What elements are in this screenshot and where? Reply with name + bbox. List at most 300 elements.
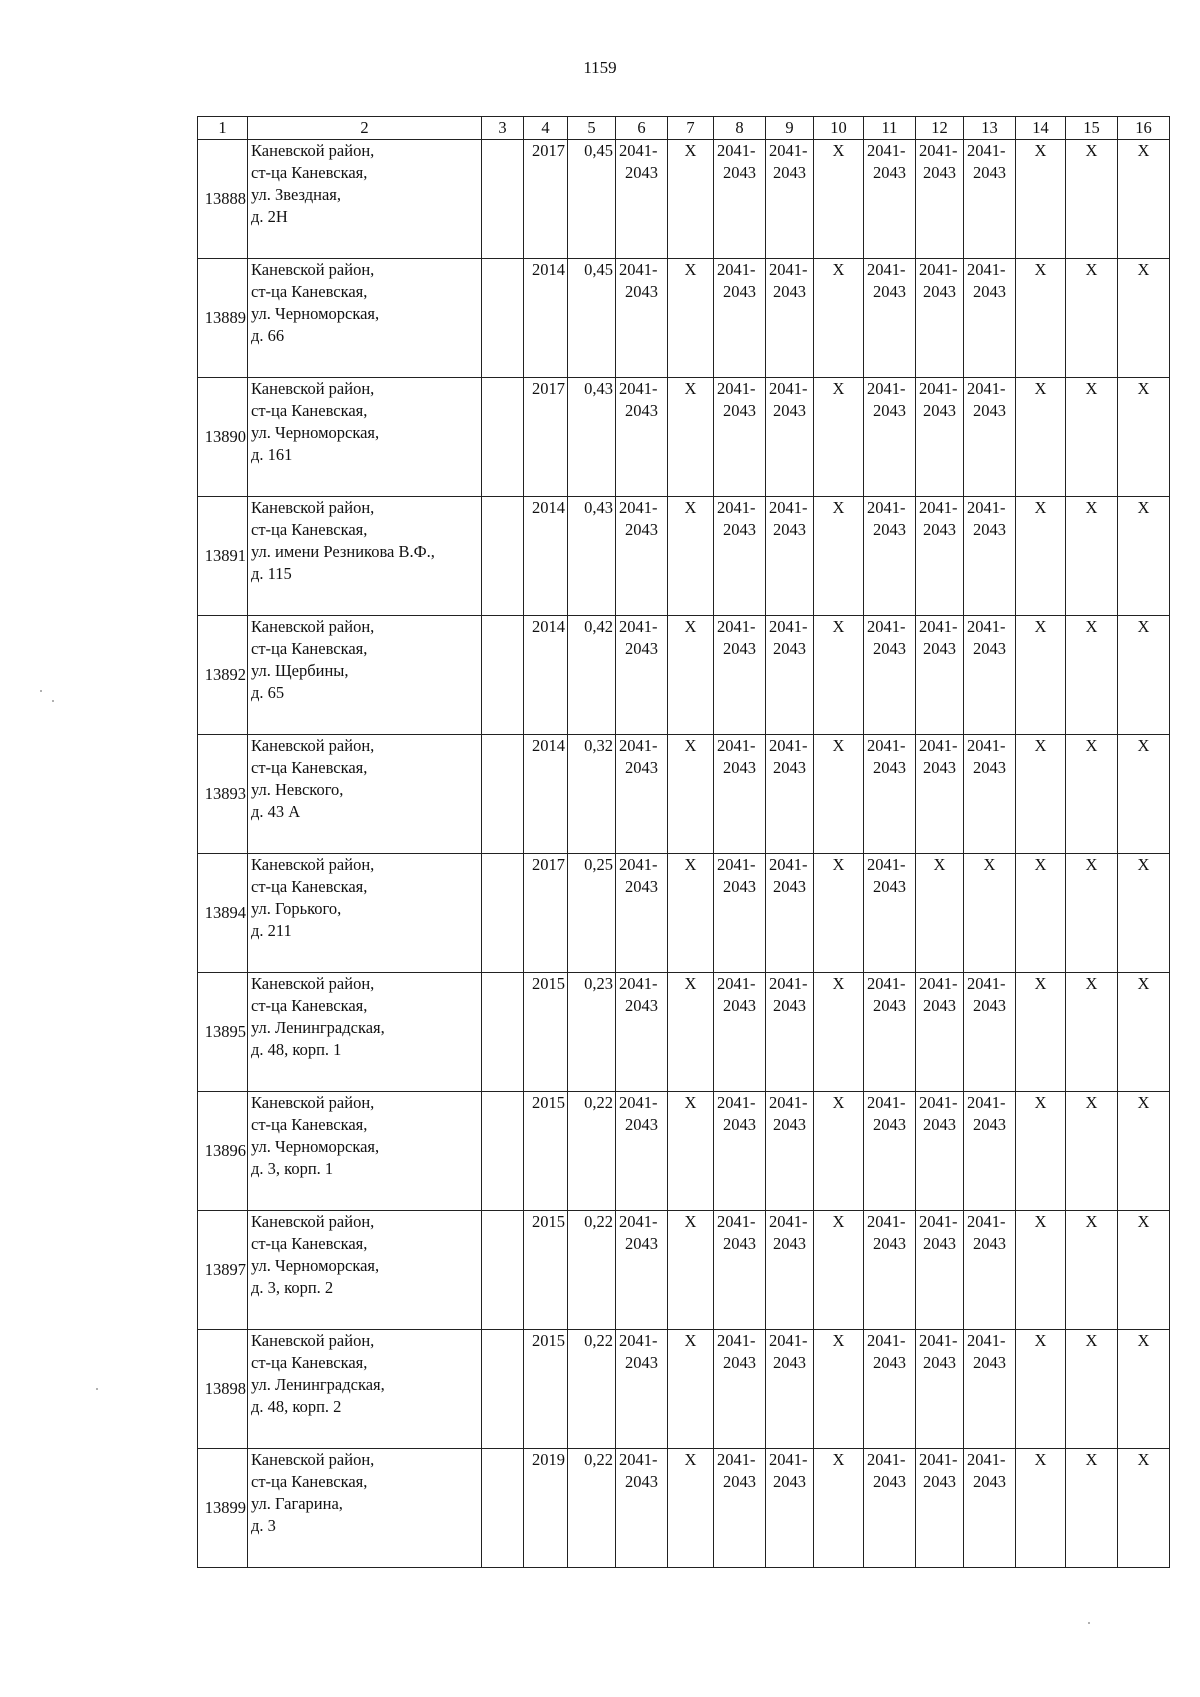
period-line: 2041- <box>919 498 958 517</box>
column-header-2: 2 <box>248 117 482 140</box>
mark-cell-col-10: X <box>814 1449 864 1568</box>
mark-cell-col-15: X <box>1066 497 1118 616</box>
period-line: 2043 <box>973 1472 1006 1491</box>
period-line: 2041- <box>769 498 808 517</box>
address-line: д. 3, корп. 1 <box>251 1159 334 1178</box>
mark-cell-col-16: X <box>1118 1330 1170 1449</box>
period-line: 2043 <box>723 639 756 658</box>
value-cell: 0,22 <box>568 1211 616 1330</box>
period-line: 2041- <box>867 141 906 160</box>
address-line: ул. Звездная, <box>251 185 341 204</box>
mark-cell-col-10: X <box>814 259 864 378</box>
mark-cell-col-14: X <box>1016 735 1066 854</box>
period-line: 2041- <box>717 974 756 993</box>
period-line: 2043 <box>625 282 658 301</box>
period-line: 2041- <box>769 1212 808 1231</box>
period-line: 2043 <box>873 1234 906 1253</box>
address-cell <box>248 735 482 854</box>
col-3-cell <box>482 1449 524 1568</box>
mark-cell-col-16: X <box>1118 497 1170 616</box>
period-line: 2041- <box>919 379 958 398</box>
row-id: 13888 <box>198 140 248 259</box>
column-header-13: 13 <box>964 117 1016 140</box>
address-line: д. 43 А <box>251 802 301 821</box>
period-line: 2043 <box>773 520 806 539</box>
address-cell <box>248 973 482 1092</box>
period-line: 2043 <box>873 1472 906 1491</box>
mark-cell-col-10: X <box>814 497 864 616</box>
period-cell-col-6 <box>616 616 668 735</box>
address-line: Каневской район, <box>251 617 375 636</box>
period-line: 2041- <box>919 1331 958 1350</box>
period-line: 2043 <box>773 1353 806 1372</box>
period-line: 2041- <box>919 617 958 636</box>
period-line: 2041- <box>967 1331 1006 1350</box>
period-line: 2043 <box>973 401 1006 420</box>
address-line: ул. Горького, <box>251 899 342 918</box>
period-line: 2041- <box>619 1212 658 1231</box>
row-id: 13897 <box>198 1211 248 1330</box>
mark-cell-col-7: X <box>668 259 714 378</box>
row-id: 13890 <box>198 378 248 497</box>
year-cell: 2019 <box>524 1449 568 1568</box>
address-line: Каневской район, <box>251 855 375 874</box>
mark-cell-col-14: X <box>1016 259 1066 378</box>
period-cell-col-9 <box>766 259 814 378</box>
period-cell-col-8 <box>714 1449 766 1568</box>
page-number: 1159 <box>583 58 617 77</box>
scan-speck <box>96 1388 98 1390</box>
mark-cell-col-15: X <box>1066 1449 1118 1568</box>
period-cell-col-9 <box>766 973 814 1092</box>
period-line: 2043 <box>723 758 756 777</box>
address-cell <box>248 1449 482 1568</box>
period-line: 2043 <box>873 877 906 896</box>
period-line: 2043 <box>923 1234 956 1253</box>
period-cell-col-12 <box>916 1092 964 1211</box>
period-cell-col-11 <box>864 1449 916 1568</box>
period-cell-col-8 <box>714 616 766 735</box>
period-cell-col-6 <box>616 735 668 854</box>
mark-cell-col-14: X <box>1016 1092 1066 1211</box>
period-cell-col-9 <box>766 1449 814 1568</box>
period-cell-col-11 <box>864 973 916 1092</box>
period-line: 2041- <box>619 617 658 636</box>
period-cell-col-13 <box>964 378 1016 497</box>
period-cell-col-13 <box>964 259 1016 378</box>
address-line: ул. Щербины, <box>251 661 349 680</box>
period-cell-col-9 <box>766 854 814 973</box>
column-header-6: 6 <box>616 117 668 140</box>
period-line: 2043 <box>625 758 658 777</box>
period-cell-col-9 <box>766 140 814 259</box>
col-3-cell <box>482 1211 524 1330</box>
col-3-cell <box>482 616 524 735</box>
year-cell: 2015 <box>524 1211 568 1330</box>
address-line: ст-ца Каневская, <box>251 1353 368 1372</box>
period-cell-col-11 <box>864 1330 916 1449</box>
period-cell-col-8 <box>714 1330 766 1449</box>
period-cell-col-8 <box>714 735 766 854</box>
period-line: 2043 <box>923 1115 956 1134</box>
address-line: ул. Черноморская, <box>251 1256 380 1275</box>
mark-cell-col-10: X <box>814 854 864 973</box>
mark-cell-col-10: X <box>814 1092 864 1211</box>
mark-cell-col-7: X <box>668 497 714 616</box>
period-line: 2041- <box>619 379 658 398</box>
row-id: 13892 <box>198 616 248 735</box>
period-line: 2043 <box>625 639 658 658</box>
period-line: 2043 <box>923 1472 956 1491</box>
period-cell-col-6 <box>616 1449 668 1568</box>
mark-cell-col-12: X <box>916 854 964 973</box>
period-line: 2041- <box>867 1331 906 1350</box>
year-cell: 2014 <box>524 735 568 854</box>
column-number-header-row <box>198 117 1170 140</box>
period-cell-col-9 <box>766 1330 814 1449</box>
address-line: д. 2Н <box>251 207 288 226</box>
address-line: ст-ца Каневская, <box>251 877 368 896</box>
period-line: 2041- <box>867 498 906 517</box>
col-3-cell <box>482 497 524 616</box>
address-line: Каневской район, <box>251 1212 375 1231</box>
mark-cell-col-15: X <box>1066 616 1118 735</box>
address-line: ул. Ленинградская, <box>251 1018 385 1037</box>
period-cell-col-6 <box>616 1211 668 1330</box>
mark-cell-col-14: X <box>1016 140 1066 259</box>
period-line: 2041- <box>717 379 756 398</box>
period-cell-col-13 <box>964 973 1016 1092</box>
column-header-16: 16 <box>1118 117 1170 140</box>
address-cell <box>248 1211 482 1330</box>
period-line: 2041- <box>717 260 756 279</box>
period-line: 2043 <box>773 1472 806 1491</box>
address-line: Каневской район, <box>251 1450 375 1469</box>
address-line: д. 3 <box>251 1516 276 1535</box>
year-cell: 2017 <box>524 378 568 497</box>
period-line: 2041- <box>867 617 906 636</box>
period-line: 2041- <box>769 855 808 874</box>
mark-cell-col-14: X <box>1016 854 1066 973</box>
period-cell-col-12 <box>916 259 964 378</box>
mark-cell-col-10: X <box>814 1211 864 1330</box>
address-cell <box>248 259 482 378</box>
address-line: ст-ца Каневская, <box>251 1472 368 1491</box>
period-cell-col-8 <box>714 973 766 1092</box>
period-line: 2041- <box>919 1450 958 1469</box>
period-line: 2043 <box>625 996 658 1015</box>
year-cell: 2015 <box>524 1092 568 1211</box>
mark-cell-col-10: X <box>814 616 864 735</box>
address-line: Каневской район, <box>251 498 375 517</box>
column-header-1: 1 <box>198 117 248 140</box>
period-line: 2041- <box>867 260 906 279</box>
column-header-15: 15 <box>1066 117 1118 140</box>
column-header-7: 7 <box>668 117 714 140</box>
period-line: 2041- <box>717 498 756 517</box>
table-row <box>198 616 1170 735</box>
period-line: 2041- <box>867 736 906 755</box>
address-line: ст-ца Каневская, <box>251 996 368 1015</box>
mark-cell-col-7: X <box>668 854 714 973</box>
mark-cell-col-15: X <box>1066 1211 1118 1330</box>
period-line: 2041- <box>967 498 1006 517</box>
period-line: 2041- <box>867 974 906 993</box>
address-line: д. 65 <box>251 683 285 702</box>
table-row <box>198 854 1170 973</box>
period-cell-col-11 <box>864 1211 916 1330</box>
address-line: Каневской район, <box>251 379 375 398</box>
value-cell: 0,43 <box>568 497 616 616</box>
value-cell: 0,23 <box>568 973 616 1092</box>
period-cell-col-11 <box>864 616 916 735</box>
period-line: 2043 <box>923 520 956 539</box>
mark-cell-col-16: X <box>1118 259 1170 378</box>
mark-cell-col-15: X <box>1066 1330 1118 1449</box>
period-line: 2043 <box>723 996 756 1015</box>
period-line: 2041- <box>769 1450 808 1469</box>
mark-cell-col-7: X <box>668 735 714 854</box>
period-line: 2043 <box>625 163 658 182</box>
address-line: д. 66 <box>251 326 285 345</box>
address-cell <box>248 1092 482 1211</box>
address-line: ул. Ленинградская, <box>251 1375 385 1394</box>
address-cell <box>248 378 482 497</box>
period-line: 2041- <box>867 855 906 874</box>
period-line: 2043 <box>973 1115 1006 1134</box>
row-id: 13895 <box>198 973 248 1092</box>
period-cell-col-6 <box>616 497 668 616</box>
value-cell: 0,22 <box>568 1449 616 1568</box>
address-line: ст-ца Каневская, <box>251 163 368 182</box>
col-3-cell <box>482 1330 524 1449</box>
period-line: 2043 <box>773 758 806 777</box>
period-line: 2041- <box>867 1450 906 1469</box>
period-line: 2043 <box>773 1234 806 1253</box>
period-cell-col-13 <box>964 1211 1016 1330</box>
year-cell: 2014 <box>524 616 568 735</box>
col-3-cell <box>482 735 524 854</box>
row-id: 13898 <box>198 1330 248 1449</box>
period-line: 2043 <box>973 996 1006 1015</box>
mark-cell-col-16: X <box>1118 1449 1170 1568</box>
address-line: ул. Черноморская, <box>251 1137 380 1156</box>
period-cell-col-12 <box>916 1330 964 1449</box>
mark-cell-col-10: X <box>814 1330 864 1449</box>
mark-cell-col-16: X <box>1118 973 1170 1092</box>
address-line: ст-ца Каневская, <box>251 401 368 420</box>
table-row <box>198 259 1170 378</box>
period-line: 2041- <box>919 736 958 755</box>
period-line: 2041- <box>769 379 808 398</box>
year-cell: 2014 <box>524 497 568 616</box>
column-header-5: 5 <box>568 117 616 140</box>
mark-cell-col-10: X <box>814 735 864 854</box>
mark-cell-col-7: X <box>668 1330 714 1449</box>
mark-cell-col-14: X <box>1016 973 1066 1092</box>
year-cell: 2014 <box>524 259 568 378</box>
period-cell-col-9 <box>766 616 814 735</box>
address-line: ул. имени Резникова В.Ф., <box>251 542 435 561</box>
period-cell-col-13 <box>964 616 1016 735</box>
period-line: 2043 <box>973 1353 1006 1372</box>
address-line: ст-ца Каневская, <box>251 282 368 301</box>
period-line: 2041- <box>769 141 808 160</box>
period-line: 2041- <box>717 1331 756 1350</box>
mark-cell-col-10: X <box>814 973 864 1092</box>
period-line: 2043 <box>923 996 956 1015</box>
period-line: 2041- <box>619 260 658 279</box>
period-cell-col-13 <box>964 735 1016 854</box>
mark-cell-col-14: X <box>1016 616 1066 735</box>
period-line: 2041- <box>717 855 756 874</box>
mark-cell-col-16: X <box>1118 1211 1170 1330</box>
column-header-4: 4 <box>524 117 568 140</box>
year-cell: 2017 <box>524 140 568 259</box>
period-line: 2043 <box>973 282 1006 301</box>
table-row <box>198 1092 1170 1211</box>
address-line: д. 161 <box>251 445 293 464</box>
mark-cell-col-16: X <box>1118 854 1170 973</box>
column-header-12: 12 <box>916 117 964 140</box>
col-3-cell <box>482 854 524 973</box>
period-cell-col-6 <box>616 259 668 378</box>
period-line: 2041- <box>867 379 906 398</box>
period-cell-col-12 <box>916 616 964 735</box>
period-cell-col-13 <box>964 1449 1016 1568</box>
period-line: 2041- <box>967 1093 1006 1112</box>
period-cell-col-13 <box>964 497 1016 616</box>
period-line: 2043 <box>723 401 756 420</box>
period-line: 2043 <box>773 996 806 1015</box>
address-cell <box>248 616 482 735</box>
value-cell: 0,22 <box>568 1092 616 1211</box>
period-line: 2043 <box>773 877 806 896</box>
period-line: 2041- <box>619 855 658 874</box>
period-line: 2043 <box>723 282 756 301</box>
period-cell-col-8 <box>714 1092 766 1211</box>
period-line: 2043 <box>873 282 906 301</box>
table-body <box>198 117 1170 1568</box>
address-line: ст-ца Каневская, <box>251 1115 368 1134</box>
period-line: 2043 <box>873 1115 906 1134</box>
address-line: Каневской район, <box>251 1093 375 1112</box>
period-line: 2041- <box>717 617 756 636</box>
address-line: Каневской район, <box>251 260 375 279</box>
address-line: Каневской район, <box>251 1331 375 1350</box>
period-line: 2043 <box>625 1234 658 1253</box>
period-line: 2043 <box>723 877 756 896</box>
mark-cell-col-7: X <box>668 1449 714 1568</box>
scan-speck <box>52 700 54 702</box>
address-cell <box>248 854 482 973</box>
table-row <box>198 1330 1170 1449</box>
period-line: 2043 <box>773 282 806 301</box>
mark-cell-col-15: X <box>1066 735 1118 854</box>
period-line: 2043 <box>873 996 906 1015</box>
row-id: 13899 <box>198 1449 248 1568</box>
period-line: 2043 <box>973 758 1006 777</box>
value-cell: 0,25 <box>568 854 616 973</box>
period-line: 2041- <box>967 1450 1006 1469</box>
period-line: 2043 <box>723 1472 756 1491</box>
period-line: 2041- <box>919 141 958 160</box>
table-row <box>198 497 1170 616</box>
period-line: 2043 <box>923 639 956 658</box>
period-cell-col-11 <box>864 140 916 259</box>
period-line: 2041- <box>619 736 658 755</box>
period-cell-col-6 <box>616 1330 668 1449</box>
col-3-cell <box>482 140 524 259</box>
period-cell-col-11 <box>864 1092 916 1211</box>
period-line: 2043 <box>923 282 956 301</box>
table-row <box>198 735 1170 854</box>
period-line: 2041- <box>619 974 658 993</box>
period-cell-col-6 <box>616 378 668 497</box>
period-line: 2041- <box>717 1450 756 1469</box>
address-line: ст-ца Каневская, <box>251 639 368 658</box>
col-3-cell <box>482 973 524 1092</box>
address-line: ул. Гагарина, <box>251 1494 343 1513</box>
mark-cell-col-7: X <box>668 616 714 735</box>
period-line: 2041- <box>967 379 1006 398</box>
mark-cell-col-16: X <box>1118 616 1170 735</box>
address-line: ул. Черноморская, <box>251 423 380 442</box>
mark-cell-col-16: X <box>1118 735 1170 854</box>
mark-cell-col-14: X <box>1016 1449 1066 1568</box>
period-line: 2041- <box>619 1093 658 1112</box>
period-line: 2043 <box>973 1234 1006 1253</box>
mark-cell-col-15: X <box>1066 378 1118 497</box>
table-row <box>198 1449 1170 1568</box>
period-line: 2043 <box>723 1115 756 1134</box>
period-line: 2043 <box>625 1353 658 1372</box>
column-header-11: 11 <box>864 117 916 140</box>
period-line: 2043 <box>625 1472 658 1491</box>
period-line: 2041- <box>619 498 658 517</box>
column-header-10: 10 <box>814 117 864 140</box>
period-line: 2043 <box>773 163 806 182</box>
period-line: 2041- <box>967 974 1006 993</box>
col-3-cell <box>482 1092 524 1211</box>
period-line: 2041- <box>619 1331 658 1350</box>
year-cell: 2015 <box>524 1330 568 1449</box>
period-cell-col-8 <box>714 259 766 378</box>
mark-cell-col-14: X <box>1016 378 1066 497</box>
period-cell-col-9 <box>766 378 814 497</box>
address-line: ст-ца Каневская, <box>251 758 368 777</box>
address-line: д. 211 <box>251 921 292 940</box>
period-cell-col-12 <box>916 378 964 497</box>
period-cell-col-12 <box>916 1449 964 1568</box>
period-line: 2041- <box>967 736 1006 755</box>
row-id: 13896 <box>198 1092 248 1211</box>
period-line: 2041- <box>769 974 808 993</box>
address-cell <box>248 1330 482 1449</box>
period-line: 2043 <box>773 639 806 658</box>
period-cell-col-8 <box>714 1211 766 1330</box>
period-cell-col-9 <box>766 497 814 616</box>
row-id: 13891 <box>198 497 248 616</box>
address-line: д. 115 <box>251 564 292 583</box>
period-line: 2043 <box>625 877 658 896</box>
period-cell-col-12 <box>916 497 964 616</box>
period-line: 2041- <box>967 1212 1006 1231</box>
period-cell-col-8 <box>714 497 766 616</box>
period-line: 2041- <box>919 1093 958 1112</box>
period-line: 2041- <box>967 617 1006 636</box>
period-line: 2043 <box>873 1353 906 1372</box>
